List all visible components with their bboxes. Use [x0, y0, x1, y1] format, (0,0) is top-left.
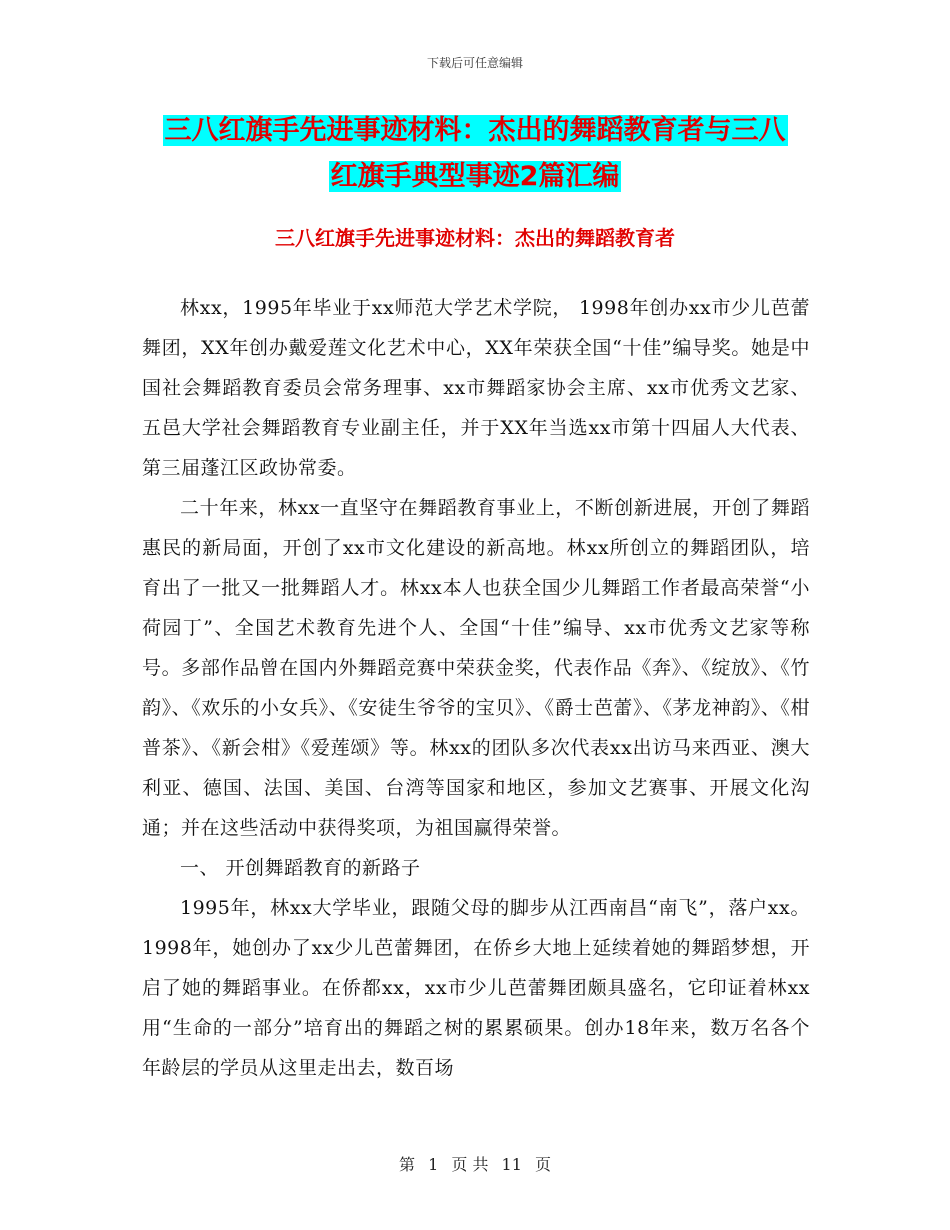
body-text [142, 288, 810, 1088]
title-line-1: 三八红旗手先进事迹材料：杰出的舞蹈教育者与三八 [164, 115, 786, 146]
total-pages: 11 [501, 1155, 522, 1174]
footer-middle: 页 共 [451, 1155, 489, 1174]
header-note: 下载后可任意编辑 [426, 56, 523, 70]
subheading: 一、 开创舞蹈教育的新路子 [180, 857, 421, 879]
paragraph: 1995年，林xx大学毕业，跟随父母的脚步从江西南昌“南飞”，落户xx。1998年，她创办了xx少儿芭蕾舞团，在侨乡大地上延续着她的舞蹈梦想，开启了她的舞蹈事业。在侨都xx，xx市少儿芭蕾舞团颇具盛名，它印证着林xx用“生命的一部分”培育出的舞蹈之树的累累硕果。创办18年来，数万名各个年龄层的学员从这里走出去，数百场 [142, 897, 810, 1079]
footer-suffix: 页 [535, 1155, 552, 1174]
footer-prefix: 第 [398, 1155, 415, 1174]
title-line-2: 红旗手典型事迹2篇汇编 [330, 161, 620, 192]
paragraph: 林xx，1995年毕业于xx师范大学艺术学院， 1998年创办xx市少儿芭蕾舞团，XX年创办戴爱莲文化艺术中心，XX年荣获全国“十佳”编导奖。她是中国社会舞蹈教育委员会常务理事、xx市舞蹈家协会主席、xx市优秀文艺家、五邑大学社会舞蹈教育专业副主任，并于XX年当选xx市第十四届人大代表、第三届蓬江区政协常委。 [142, 297, 810, 479]
page-number: 1 [428, 1155, 439, 1174]
paragraph: 二十年来，林xx一直坚守在舞蹈教育事业上，不断创新进展，开创了舞蹈惠民的新局面，开创了xx市文化建设的新高地。林xx所创立的舞蹈团队，培育出了一批又一批舞蹈人才。林xx本人也获全国少儿舞蹈工作者最高荣誉“小荷园丁”、全国艺术教育先进个人、全国“十佳”编导、xx市优秀文艺家等称号。多部作品曾在国内外舞蹈竞赛中荣获金奖，代表作品《奔》、《绽放》、《竹韵》、《欢乐的小女兵》、《安徒生爷爷的宝贝》、《爵士芭蕾》、《茅龙神韵》、《柑普茶》、《新会柑》《爱莲颂》等。林xx的团队多次代表xx出访马来西亚、澳大利亚、德国、法国、美国、台湾等国家和地区，参加文艺赛事、开展文化沟通；并在这些活动中获得奖项，为祖国赢得荣誉。 [142, 497, 810, 839]
document-title [0, 108, 950, 200]
page-footer [0, 1152, 950, 1175]
section-title: 三八红旗手先进事迹材料：杰出的舞蹈教育者 [275, 226, 675, 250]
